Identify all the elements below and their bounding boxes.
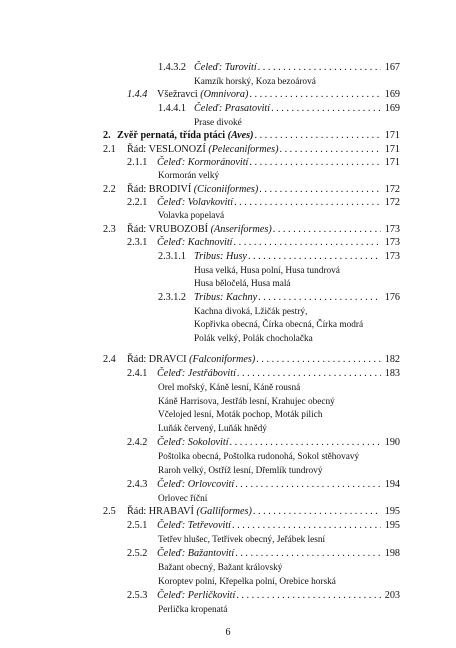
entry-title: Řád: VRUBOZOBÍ [127, 224, 209, 235]
entry-number: 2.3.1 [127, 237, 148, 248]
entry-page: 195 [384, 506, 400, 517]
toc-entry-2-3[interactable] [103, 224, 400, 236]
toc-entry-1-4-3-2[interactable] [158, 62, 400, 74]
toc-entry-2-2[interactable] [103, 184, 400, 196]
entry-title: Čeleď: Perličkovití [157, 590, 236, 601]
entry-page: 176 [384, 292, 400, 303]
entry-latin: (Omnivora) [200, 89, 249, 100]
toc-entry-2-3-1-1[interactable] [158, 251, 400, 263]
species-note: Kormorán velký [158, 171, 220, 181]
entry-latin: (Aves) [227, 130, 254, 141]
toc-entry-2-4-3[interactable] [127, 479, 400, 491]
species-note: Raroh velký, Ostříž lesní, Dřemlík tundrový [158, 466, 323, 476]
entry-page: 167 [384, 62, 400, 73]
dot-leader [249, 89, 381, 101]
species-note: Káně Harrisova, Jestřáb lesní, Krahujec obecný [158, 397, 335, 407]
entry-title: Čeleď: Turovití [194, 62, 257, 73]
entry-number: 2.2 [103, 184, 116, 195]
entry-number: 2.1 [103, 144, 116, 155]
dot-leader [258, 62, 381, 74]
entry-page: 182 [384, 354, 400, 365]
entry-number: 1.4.4 [127, 89, 148, 100]
species-note: Luňák červený, Luňák hnědý [158, 424, 267, 434]
species-note: Kachna divoká, Lžičák pestrý, [194, 307, 308, 317]
entry-page: 195 [384, 520, 400, 531]
entry-title: Řád: VESLONOZÍ [127, 144, 206, 155]
toc-entry-2-5-2[interactable] [127, 548, 400, 560]
dot-leader [271, 103, 381, 115]
dot-leader [234, 237, 381, 249]
entry-page: 173 [384, 251, 400, 262]
dot-leader [230, 437, 381, 449]
dot-leader [236, 590, 381, 602]
toc-entry-2-4[interactable] [103, 354, 400, 366]
toc-entry-1-4-4-1[interactable] [158, 103, 400, 115]
entry-number: 2.5 [103, 506, 116, 517]
dot-leader [253, 506, 381, 518]
page-number: 6 [225, 627, 231, 638]
entry-number: 1.4.3.2 [158, 62, 187, 73]
entry-title: Všežravci [157, 89, 198, 100]
entry-number: 2.2.1 [127, 197, 148, 208]
toc-entry-2-4-2[interactable] [127, 437, 400, 449]
entry-number: 2.4.1 [127, 368, 148, 379]
entry-title: Řád: HRABAVÍ [127, 506, 194, 517]
entry-page: 173 [384, 237, 400, 248]
species-note: Včelojed lesní, Moták pochop, Moták pilich [158, 410, 323, 420]
species-note: Orlovec říční [158, 494, 208, 504]
entry-number: 2.5.1 [127, 520, 148, 531]
entry-page: 203 [384, 590, 400, 601]
species-note: Husa běločelá, Husa malá [194, 279, 291, 289]
entry-page: 171 [384, 157, 400, 168]
dot-leader [237, 368, 381, 380]
species-note: Kamzík horský, Koza bezoárová [194, 77, 316, 87]
entry-title: Tribus: Kachny [194, 292, 258, 303]
entry-page: 169 [384, 89, 400, 100]
entry-page: 194 [384, 479, 400, 490]
species-note: Kopřivka obecná, Čírka obecná, Čírka modrá [194, 320, 364, 330]
toc-entry-2-5-3[interactable] [127, 590, 400, 602]
dot-leader [235, 548, 381, 560]
entry-page: 183 [384, 368, 400, 379]
entry-title: Čeleď: Orlovcovití [157, 479, 235, 490]
dot-leader [249, 157, 381, 169]
entry-page: 172 [384, 197, 400, 208]
entry-title: Tribus: Husy [194, 251, 247, 262]
dot-leader [273, 224, 381, 236]
dot-leader [258, 292, 381, 304]
species-note: Perlička kropenatá [158, 605, 228, 615]
species-note: Poštolka obecná, Poštolka rudonohá, Sokol stěhovavý [158, 452, 360, 462]
dot-leader [232, 520, 381, 532]
entry-number: 2.3.1.2 [158, 292, 187, 303]
entry-number: 2.5.3 [127, 590, 148, 601]
dot-leader [254, 130, 381, 142]
dot-leader [256, 354, 381, 366]
species-note: Bažant obecný, Bažant královský [158, 563, 283, 573]
entry-page: 172 [384, 184, 400, 195]
entry-number: 2. [103, 130, 111, 141]
entry-number: 2.4.3 [127, 479, 148, 490]
entry-number: 2.1.1 [127, 157, 148, 168]
entry-latin: (Anseriformes) [210, 224, 272, 235]
entry-title: Čeleď: Kormoránovití [157, 157, 249, 168]
toc-entry-2-5-1[interactable] [127, 520, 400, 532]
entry-title: Čeleď: Volavkovití [157, 197, 234, 208]
dot-leader [279, 144, 381, 156]
dot-leader [259, 184, 381, 196]
species-note: Koroptev polní, Křepelka polní, Orebice horská [158, 577, 336, 587]
toc-entry-2-1-1[interactable] [127, 157, 400, 169]
toc-entry-2-1[interactable] [103, 144, 400, 156]
species-note: Volavka popelavá [158, 211, 225, 221]
toc-entry-2-4-1[interactable] [127, 368, 400, 380]
species-note: Orel mořský, Káně lesní, Káně rousná [158, 383, 301, 393]
entry-number: 2.4.2 [127, 437, 148, 448]
species-note: Polák velký, Polák chocholačka [194, 334, 313, 344]
entry-page: 173 [384, 224, 400, 235]
toc-entry-2-2-1[interactable] [127, 197, 400, 209]
entry-page: 198 [384, 548, 400, 559]
toc-entry-1-4-4[interactable] [127, 89, 400, 101]
toc-entry-2[interactable] [103, 130, 400, 142]
entry-title: Čeleď: Bažantovití [157, 548, 235, 559]
entry-title: Řád: BRODIVÍ [127, 184, 192, 195]
toc-entry-2-3-1-2[interactable] [158, 292, 400, 304]
entry-number: 2.3.1.1 [158, 251, 187, 262]
entry-latin: (Falconiformes) [189, 354, 256, 365]
species-note: Prase divoké [194, 118, 242, 128]
species-note: Husa velká, Husa polní, Husa tundrová [194, 266, 340, 276]
entry-page: 169 [384, 103, 400, 114]
toc-entry-2-3-1[interactable] [127, 237, 400, 249]
entry-latin: (Galliformes) [196, 506, 252, 517]
entry-title: Čeleď: Sokolovití [157, 437, 229, 448]
entry-title: Čeleď: Prasatovití [194, 103, 271, 114]
entry-page: 190 [384, 437, 400, 448]
species-note: Tetřev hlušec, Tetřívek obecný, Jeřábek lesní [158, 535, 326, 545]
entry-latin: (Pelecaniformes) [208, 144, 279, 155]
entry-title: Řád: DRAVCI [127, 354, 187, 365]
dot-leader [234, 197, 381, 209]
entry-title: Čeleď: Tetřevovití [157, 520, 232, 531]
dot-leader [248, 251, 381, 263]
entry-title: Zvěř pernatá, třída ptáci [117, 130, 226, 141]
toc-entry-2-5[interactable] [103, 506, 400, 518]
dot-leader [235, 479, 381, 491]
entry-number: 2.5.2 [127, 548, 148, 559]
entry-number: 1.4.4.1 [158, 103, 187, 114]
entry-title: Čeleď: Jestřábovití [157, 368, 236, 379]
entry-title: Čeleď: Kachnovití [157, 237, 233, 248]
entry-number: 2.4 [103, 354, 116, 365]
entry-page: 171 [384, 130, 400, 141]
entry-latin: (Ciconiiformes) [193, 184, 259, 195]
entry-page: 171 [384, 144, 400, 155]
entry-number: 2.3 [103, 224, 116, 235]
